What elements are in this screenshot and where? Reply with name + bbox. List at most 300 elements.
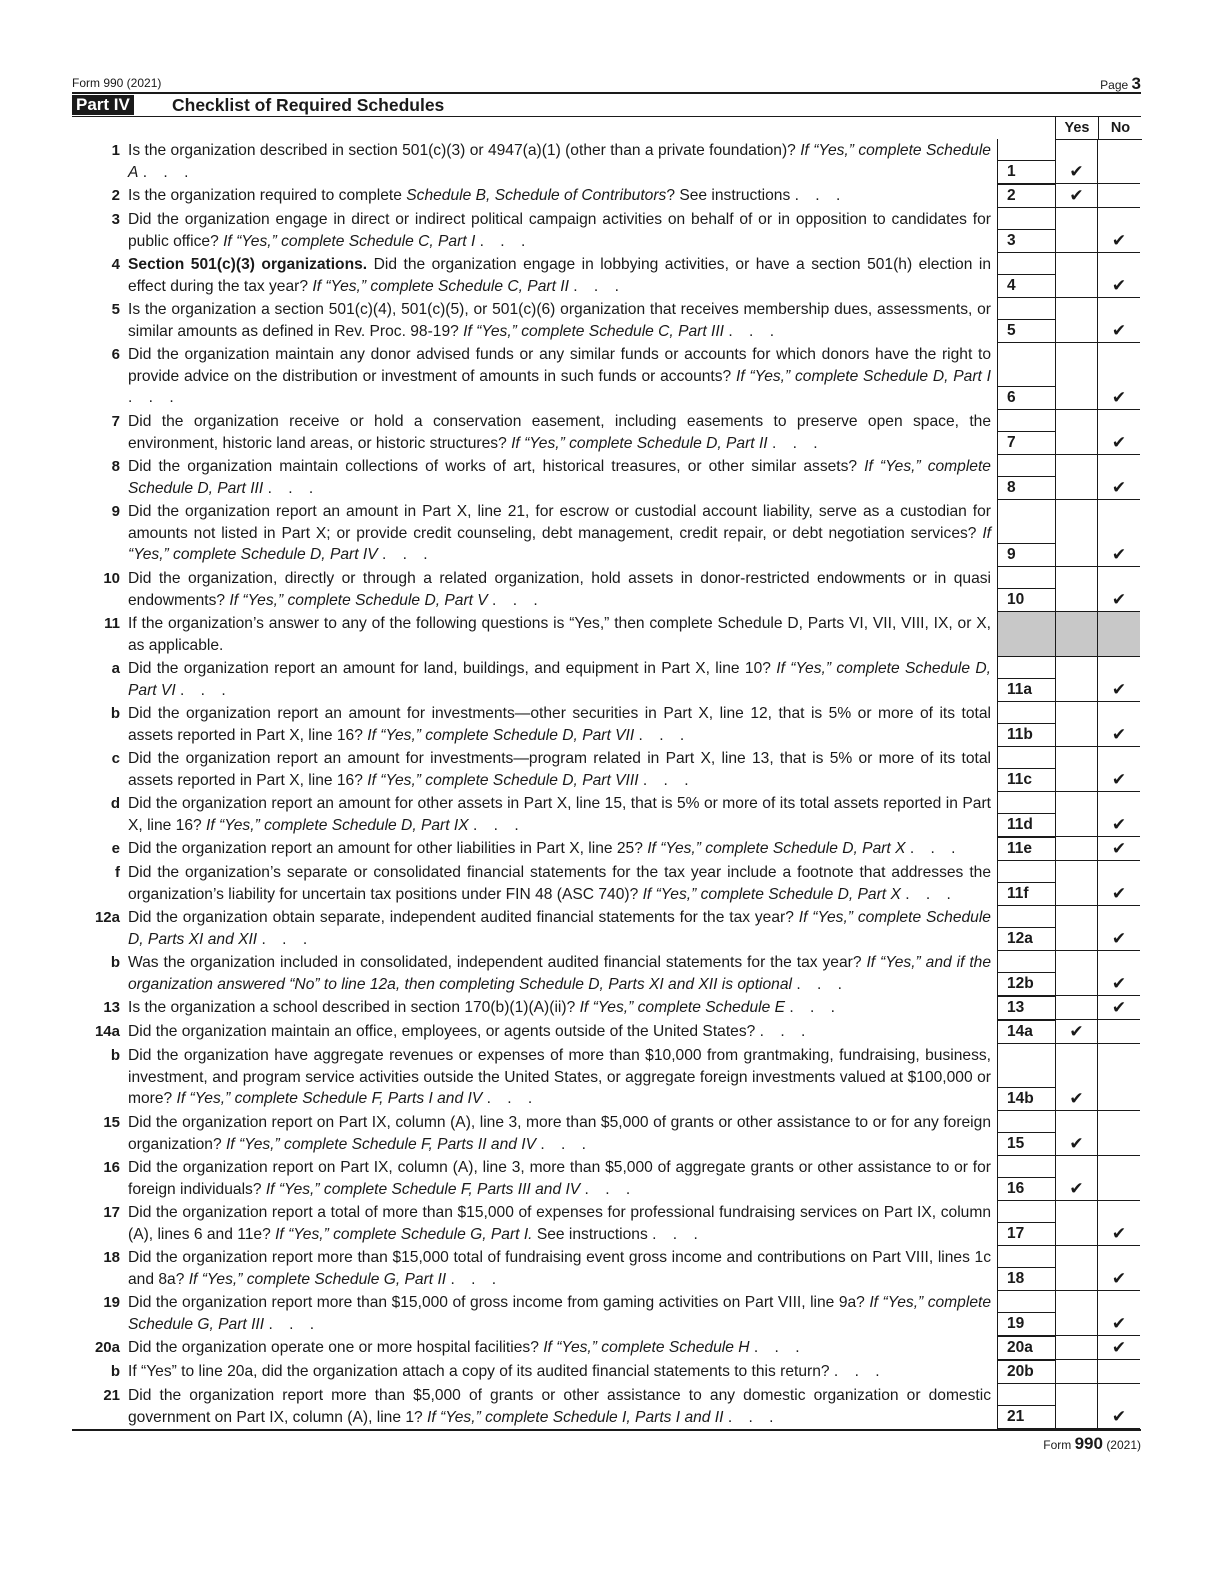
checkmark-icon: ✔ [1069, 1089, 1084, 1108]
no-checkbox[interactable] [1097, 657, 1140, 702]
line-label-box [997, 1044, 1055, 1111]
no-checkbox[interactable] [1097, 702, 1140, 747]
line-number: 3 [111, 211, 120, 228]
answer-boxes [997, 1336, 1141, 1360]
answer-boxes [997, 208, 1141, 253]
no-checkbox[interactable] [1097, 455, 1140, 500]
question-text: Is the organization required to complete Schedule B, Schedule of Contributors? See instructions . . . [128, 187, 847, 204]
line-label-box [997, 951, 1055, 996]
answer-boxes [997, 1020, 1141, 1044]
checklist-row [72, 1044, 1141, 1111]
checkmark-icon: ✔ [1111, 770, 1127, 789]
line-label: 17 [998, 1223, 1055, 1245]
checkmark-icon: ✔ [1111, 321, 1127, 340]
question-text: If the organization’s answer to any of the following questions is “Yes,” then complete Schedule D, Parts VI, VII, VIII, IX, or X, as applicable. [128, 615, 991, 654]
line-number: 10 [103, 570, 120, 587]
checklist-row [72, 702, 1141, 747]
answer-boxes [997, 861, 1141, 906]
question-text: Did the organization obtain separate, independent audited financial statements for the tax year? If “Yes,” complete Schedule D, Parts XI and XII . . . [128, 909, 991, 948]
question-text: Did the organization maintain an office, employees, or agents outside of the United States? . . . [128, 1023, 812, 1040]
no-checkbox[interactable] [1097, 996, 1140, 1020]
question-text: Did the organization, directly or through a related organization, hold assets in donor-restricted endowments or in quasi endowments? If “Yes,” complete Schedule D, Part V . . . [128, 570, 991, 609]
answer-boxes [997, 1111, 1141, 1156]
no-checkbox[interactable] [1097, 500, 1140, 567]
checklist-row [72, 1360, 1141, 1384]
line-label: 11b [998, 724, 1055, 746]
no-checkbox[interactable] [1097, 253, 1140, 298]
no-checkbox[interactable] [1097, 612, 1140, 657]
question-text: Did the organization report an amount for investments—other securities in Part X, line 12, that is 5% or more of its total assets reported in Part X, line 16? If “Yes,” complete Schedule D, Part VII . . . [128, 705, 991, 744]
line-label: 20a [998, 1337, 1055, 1359]
no-checkbox[interactable] [1097, 567, 1140, 612]
question-text: Is the organization a section 501(c)(4), 501(c)(5), or 501(c)(6) organization that receives membership dues, assessments, or similar amounts as defined in Rev. Proc. 98-19? If “Yes,” complete Schedule C, Part III . . . [128, 301, 991, 340]
line-label-box [997, 567, 1055, 612]
line-label-box [997, 253, 1055, 298]
leader-dots: . . . [905, 885, 957, 903]
answer-boxes [997, 1201, 1141, 1246]
line-label: 7 [998, 432, 1055, 454]
checkmark-icon: ✔ [1111, 1314, 1127, 1333]
line-number: e [111, 840, 120, 857]
checkmark-icon: ✔ [1111, 974, 1127, 993]
checkmark-icon: ✔ [1069, 186, 1084, 205]
line-label-box [997, 298, 1055, 343]
checkmark-icon: ✔ [1111, 590, 1127, 609]
yes-checkbox[interactable] [1055, 837, 1097, 861]
footer-form-label: Form [1043, 1438, 1072, 1452]
line-number: f [115, 864, 120, 881]
leader-dots: . . . [261, 930, 314, 948]
question-text: If “Yes” to line 20a, did the organization attach a copy of its audited financial statements to this return? . . . [128, 1363, 886, 1380]
line-label: 11d [998, 814, 1055, 836]
line-number: b [110, 1047, 120, 1064]
checkmark-icon: ✔ [1111, 478, 1127, 497]
answer-boxes [997, 837, 1141, 861]
line-label-box [997, 1291, 1055, 1336]
line-label: 9 [998, 544, 1055, 566]
line-number: 6 [111, 346, 120, 363]
line-label-box [997, 612, 1055, 657]
leader-dots: . . . [180, 681, 232, 699]
checklist-row [72, 1201, 1141, 1246]
leader-dots: . . . [771, 434, 824, 452]
checkmark-icon: ✔ [1111, 725, 1127, 744]
yes-checkbox[interactable] [1055, 1201, 1097, 1246]
checklist-row [72, 455, 1141, 500]
line-number: b [110, 1363, 120, 1380]
line-label: 12b [998, 973, 1055, 995]
checkmark-icon: ✔ [1111, 388, 1127, 407]
answer-boxes [997, 567, 1141, 612]
leader-dots: . . . [652, 1225, 704, 1243]
checklist-row [72, 1246, 1141, 1291]
form-identifier: Form 990 (2021) [72, 76, 162, 90]
answer-boxes [997, 951, 1141, 996]
line-number: 5 [111, 301, 120, 318]
line-label-box [997, 184, 1055, 208]
checklist-row [72, 747, 1141, 792]
no-checkbox[interactable] [1097, 1291, 1140, 1336]
question-text: Did the organization report on Part IX, column (A), line 3, more than $5,000 of grants or other assistance to or for any foreign organization? If “Yes,” complete Schedule F, Parts II and IV . . . [128, 1114, 991, 1153]
answer-boxes [997, 906, 1141, 951]
question-text: Was the organization included in consolidated, independent audited financial statements for the tax year? If “Yes,” and if the organization answered “No” to line 12a, then completing Schedule D, Parts XI and XII is optional . . . [128, 954, 992, 993]
no-checkbox[interactable] [1097, 1336, 1140, 1360]
leader-dots: . . . [909, 840, 962, 857]
line-label-box [997, 1156, 1055, 1201]
line-label: 6 [998, 387, 1055, 409]
line-label: 4 [998, 275, 1055, 297]
checkmark-icon: ✔ [1111, 839, 1127, 858]
leader-dots: . . . [492, 591, 544, 609]
question-text: Is the organization described in section 501(c)(3) or 4947(a)(1) (other than a private foundation)? If “Yes,” complete Schedule A . . . [128, 142, 991, 181]
line-number: 14a [94, 1023, 120, 1040]
line-number: 17 [103, 1204, 120, 1221]
leader-dots: . . . [642, 771, 695, 789]
no-checkbox[interactable] [1097, 184, 1140, 208]
leader-dots: . . . [381, 546, 434, 563]
yes-checkbox[interactable] [1055, 1360, 1097, 1384]
leader-dots: . . . [759, 1023, 812, 1040]
checkmark-icon: ✔ [1111, 929, 1127, 948]
question-text: Did the organization maintain any donor advised funds or any similar funds or accounts for which donors have the right to provide advice on the distribution or investment of amounts in such funds or accounts? If “Yes,” complete Schedule D, Part I . . . [128, 346, 991, 406]
line-number: 13 [103, 999, 120, 1016]
part-tag: Part IV [72, 95, 134, 115]
answer-boxes [997, 500, 1141, 567]
no-checkbox[interactable] [1097, 410, 1140, 455]
line-number: 16 [103, 1159, 120, 1176]
yes-checkbox[interactable] [1055, 951, 1097, 996]
leader-dots: . . . [573, 277, 625, 295]
answer-boxes [997, 1044, 1141, 1111]
part-title: Checklist of Required Schedules [172, 95, 445, 115]
answer-boxes [997, 1291, 1141, 1336]
question-text: Did the organization report an amount for other assets in Part X, line 15, that is 5% or more of its total assets reported in Part X, line 16? If “Yes,” complete Schedule D, Part IX . . . [128, 795, 991, 834]
question-text: Did the organization report an amount for investments—program related in Part X, line 13, that is 5% or more of its total assets reported in Part X, line 16? If “Yes,” complete Schedule D, Part VIII . . . [128, 750, 991, 789]
leader-dots: . . . [540, 1135, 592, 1153]
yes-checkbox[interactable] [1055, 1291, 1097, 1336]
checklist-row [72, 298, 1141, 343]
line-label-box [997, 792, 1055, 837]
line-number: 4 [111, 256, 120, 273]
checkmark-icon: ✔ [1111, 815, 1127, 834]
question-text: Did the organization’s separate or consolidated financial statements for the tax year include a footnote that addresses the organization’s liability for uncertain tax positions under FIN 48 (ASC 740)? If “Yes,” complete Schedule D, Part X . . . [128, 864, 991, 903]
yes-checkbox[interactable] [1055, 298, 1097, 343]
checkmark-icon: ✔ [1069, 1179, 1084, 1198]
answer-boxes [997, 455, 1141, 500]
checklist-row [72, 1156, 1141, 1201]
question-text: Did the organization report more than $15,000 total of fundraising event gross income and contributions on Part VIII, lines 1c and 8a? If “Yes,” complete Schedule G, Part II . . . [128, 1249, 991, 1288]
no-checkbox[interactable] [1097, 1384, 1140, 1429]
leader-dots: . . . [268, 1315, 321, 1333]
leader-dots: . . . [789, 999, 842, 1016]
no-column-header: No [1098, 117, 1142, 140]
answer-boxes [997, 1156, 1141, 1201]
no-checkbox[interactable] [1097, 298, 1140, 343]
line-label-box [997, 139, 1055, 184]
line-label-box [997, 455, 1055, 500]
line-label-box [997, 1384, 1055, 1429]
yes-checkbox[interactable] [1055, 1044, 1097, 1111]
checklist-row [72, 996, 1141, 1020]
line-label-box [997, 1336, 1055, 1360]
line-label: 15 [998, 1133, 1055, 1155]
answer-boxes [997, 253, 1141, 298]
leader-dots: . . . [142, 163, 195, 181]
answer-boxes [997, 1360, 1141, 1384]
part-header [72, 92, 1141, 116]
line-label-box [997, 1020, 1055, 1044]
yes-checkbox[interactable] [1055, 410, 1097, 455]
checklist-row [72, 612, 1141, 657]
answer-boxes [997, 410, 1141, 455]
leader-dots: . . . [796, 975, 848, 993]
line-label-box [997, 410, 1055, 455]
line-label: 14b [998, 1088, 1055, 1110]
line-number: a [111, 660, 120, 677]
line-number: 21 [103, 1387, 120, 1404]
no-checkbox[interactable] [1097, 906, 1140, 951]
checkmark-icon: ✔ [1111, 680, 1127, 699]
line-label-box [997, 208, 1055, 253]
line-number: b [110, 705, 120, 722]
checkmark-icon: ✔ [1111, 231, 1127, 250]
page-footer [72, 1429, 1141, 1453]
no-checkbox[interactable] [1097, 837, 1140, 861]
question-text: Did the organization engage in direct or indirect political campaign activities on behalf of or in opposition to candidates for public office? If “Yes,” complete Schedule C, Part I . . . [128, 211, 991, 250]
line-label-box [997, 906, 1055, 951]
line-number: 18 [103, 1249, 120, 1266]
line-label-box [997, 1360, 1055, 1384]
no-checkbox[interactable] [1097, 1111, 1140, 1156]
line-number: 1 [111, 142, 120, 159]
leader-dots: . . . [794, 187, 847, 204]
line-label: 11f [998, 883, 1055, 905]
yes-checkbox[interactable] [1055, 253, 1097, 298]
question-text: Did the organization report an amount for land, buildings, and equipment in Part X, line 10? If “Yes,” complete Schedule D, Part VI . . . [128, 660, 991, 699]
line-label-box [997, 1246, 1055, 1291]
checklist-row [72, 139, 1141, 184]
line-label: 20b [998, 1361, 1055, 1383]
yes-checkbox[interactable] [1055, 702, 1097, 747]
line-label: 11e [998, 838, 1055, 860]
line-label: 19 [998, 1313, 1055, 1335]
question-text: Did the organization operate one or more hospital facilities? If “Yes,” complete Schedule H . . . [128, 1339, 806, 1356]
checklist-row [72, 410, 1141, 455]
checklist-row [72, 792, 1141, 837]
line-label: 8 [998, 477, 1055, 499]
form-page [72, 74, 1141, 1453]
question-text: Did the organization receive or hold a conservation easement, including easements to preserve open space, the environment, historic land areas, or historic structures? If “Yes,” complete Schedule D, Part II . . . [128, 413, 991, 452]
line-label-box [997, 861, 1055, 906]
yes-checkbox[interactable] [1055, 1156, 1097, 1201]
leader-dots: . . . [638, 726, 691, 744]
leader-dots: . . . [473, 816, 525, 834]
line-label: 13 [998, 997, 1055, 1019]
answer-boxes [997, 139, 1141, 184]
footer-year: (2021) [1106, 1438, 1141, 1452]
no-checkbox[interactable] [1097, 747, 1140, 792]
leader-dots: . . . [128, 389, 180, 406]
yes-checkbox[interactable] [1055, 184, 1097, 208]
yes-checkbox[interactable] [1055, 1020, 1097, 1044]
yes-checkbox[interactable] [1055, 500, 1097, 567]
line-label: 10 [998, 589, 1055, 611]
line-label: 14a [998, 1021, 1055, 1043]
line-label: 18 [998, 1268, 1055, 1290]
yes-checkbox[interactable] [1055, 1111, 1097, 1156]
checkmark-icon: ✔ [1111, 276, 1127, 295]
footer-form-number: 990 [1074, 1434, 1103, 1453]
question-text: Did the organization report on Part IX, column (A), line 3, more than $5,000 of aggregate grants or other assistance to or for foreign individuals? If “Yes,” complete Schedule F, Parts III and IV . . . [128, 1159, 991, 1198]
line-label-box [997, 702, 1055, 747]
checkmark-icon: ✔ [1111, 1224, 1127, 1243]
checklist-row [72, 567, 1141, 612]
line-number: d [110, 795, 120, 812]
checkmark-icon: ✔ [1069, 1134, 1084, 1153]
checkmark-icon: ✔ [1111, 1407, 1127, 1426]
no-checkbox[interactable] [1097, 1156, 1140, 1201]
yes-checkbox[interactable] [1055, 996, 1097, 1020]
leader-dots: . . . [727, 1408, 780, 1426]
checkmark-icon: ✔ [1111, 884, 1127, 903]
answer-boxes [997, 792, 1141, 837]
leader-dots: . . . [584, 1180, 637, 1198]
checkmark-icon: ✔ [1111, 1269, 1127, 1288]
checklist-row [72, 951, 1141, 996]
checklist-row [72, 657, 1141, 702]
checkmark-icon: ✔ [1111, 433, 1127, 452]
yes-checkbox[interactable] [1055, 906, 1097, 951]
page-label: Page [1100, 78, 1129, 92]
line-label: 11c [998, 769, 1055, 791]
line-number: 9 [111, 503, 120, 520]
yes-checkbox[interactable] [1055, 792, 1097, 837]
line-label-box [997, 657, 1055, 702]
line-number: 7 [111, 413, 120, 430]
question-text: Did the organization have aggregate revenues or expenses of more than $10,000 from grantmaking, fundraising, business, investment, and program service activities outside the United States, or aggregate foreign investments valued at $100,000 or more? If “Yes,” complete Schedule F, Parts I and IV . . . [128, 1047, 991, 1107]
checkmark-icon: ✔ [1069, 1022, 1084, 1041]
yes-checkbox[interactable] [1055, 567, 1097, 612]
checklist-row [72, 1384, 1141, 1429]
no-checkbox[interactable] [1097, 208, 1140, 253]
line-label-box [997, 996, 1055, 1020]
checklist-row [72, 1020, 1141, 1044]
answer-boxes [997, 702, 1141, 747]
line-label: 16 [998, 1178, 1055, 1200]
answer-boxes [997, 996, 1141, 1020]
question-text: Did the organization report an amount in Part X, line 21, for escrow or custodial account liability, serve as a custodian for amounts not listed in Part X; or provide credit counseling, debt management, credit repair, or debt negotiation services? If “Yes,” complete Schedule D, Part IV . . . [128, 503, 991, 563]
line-label: 21 [998, 1406, 1055, 1428]
line-label-box [997, 500, 1055, 567]
yes-checkbox[interactable] [1055, 455, 1097, 500]
checklist-row [72, 861, 1141, 906]
line-label-box [997, 343, 1055, 410]
no-checkbox[interactable] [1097, 951, 1140, 996]
no-checkbox[interactable] [1097, 1360, 1140, 1384]
checkmark-icon: ✔ [1069, 162, 1084, 181]
checkmark-icon: ✔ [1111, 545, 1127, 564]
line-number: 12a [94, 909, 120, 926]
line-number: 20a [94, 1339, 120, 1356]
checklist-row [72, 253, 1141, 298]
footer-form-id [1043, 1434, 1141, 1454]
checklist-row [72, 837, 1141, 861]
no-checkbox[interactable] [1097, 1246, 1140, 1291]
leader-dots: . . . [486, 1090, 539, 1107]
answer-boxes [997, 747, 1141, 792]
no-checkbox[interactable] [1097, 861, 1140, 906]
line-number: 15 [103, 1114, 120, 1131]
leader-dots: . . . [450, 1270, 503, 1288]
no-checkbox[interactable] [1097, 792, 1140, 837]
question-text: Did the organization maintain collections of works of art, historical treasures, or other similar assets? If “Yes,” complete Schedule D, Part III . . . [128, 458, 991, 497]
yes-checkbox[interactable] [1055, 1384, 1097, 1429]
yes-checkbox[interactable] [1055, 657, 1097, 702]
line-label: 2 [998, 185, 1055, 207]
no-checkbox[interactable] [1097, 343, 1140, 410]
question-text: Did the organization report an amount for other liabilities in Part X, line 25? If “Yes,” complete Schedule D, Part X . . . [128, 840, 962, 857]
leader-dots: . . . [753, 1339, 806, 1356]
line-number: b [110, 954, 120, 971]
line-label: 11a [998, 679, 1055, 701]
leader-dots: . . . [833, 1363, 886, 1380]
answer-boxes [997, 612, 1141, 657]
no-checkbox[interactable] [1097, 1201, 1140, 1246]
line-label-box [997, 1111, 1055, 1156]
line-label: 3 [998, 230, 1055, 252]
checklist-row [72, 184, 1141, 208]
yes-checkbox[interactable] [1055, 1246, 1097, 1291]
leader-dots: . . . [479, 232, 532, 250]
yes-checkbox[interactable] [1055, 139, 1097, 184]
checklist-row [72, 343, 1141, 410]
checklist-row [72, 906, 1141, 951]
leader-dots: . . . [728, 322, 781, 340]
page-number: 3 [1131, 74, 1141, 93]
no-checkbox[interactable] [1097, 1020, 1140, 1044]
yes-checkbox[interactable] [1055, 208, 1097, 253]
checklist-row [72, 1291, 1141, 1336]
line-label-box [997, 837, 1055, 861]
question-text: Is the organization a school described in section 170(b)(1)(A)(ii)? If “Yes,” complete Schedule E . . . [128, 999, 842, 1016]
checklist-row [72, 1336, 1141, 1360]
checkmark-icon: ✔ [1111, 1338, 1127, 1357]
line-label: 5 [998, 320, 1055, 342]
checklist-row [72, 208, 1141, 253]
checkmark-icon: ✔ [1111, 998, 1127, 1017]
yes-checkbox[interactable] [1055, 861, 1097, 906]
no-checkbox[interactable] [1097, 139, 1140, 184]
answer-boxes [997, 184, 1141, 208]
line-number: c [111, 750, 120, 767]
page-number-label [1100, 74, 1141, 94]
question-text: Did the organization report more than $5,000 of grants or other assistance to any domestic organization or domestic government on Part IX, column (A), line 1? If “Yes,” complete Schedule I, Parts I and II . . . [128, 1387, 991, 1426]
yes-checkbox[interactable] [1055, 612, 1097, 657]
yes-checkbox[interactable] [1055, 747, 1097, 792]
yes-column-header: Yes [1055, 117, 1098, 140]
yes-checkbox[interactable] [1055, 343, 1097, 410]
answer-boxes [997, 1246, 1141, 1291]
question-text: Section 501(c)(3) organizations. Did the organization engage in lobbying activities, or have a section 501(h) election in effect during the tax year? If “Yes,” complete Schedule C, Part II . . . [128, 256, 991, 295]
yes-checkbox[interactable] [1055, 1336, 1097, 1360]
checklist-row [72, 1111, 1141, 1156]
no-checkbox[interactable] [1097, 1044, 1140, 1111]
question-text: Did the organization report a total of more than $15,000 of expenses for professional fundraising services on Part IX, column (A), lines 6 and 11e? If “Yes,” complete Schedule G, Part I. See instructions . . . [128, 1204, 991, 1243]
line-label: 12a [998, 928, 1055, 950]
checklist-rows [72, 139, 1141, 1429]
leader-dots: . . . [267, 479, 320, 497]
line-label: 1 [998, 161, 1055, 183]
